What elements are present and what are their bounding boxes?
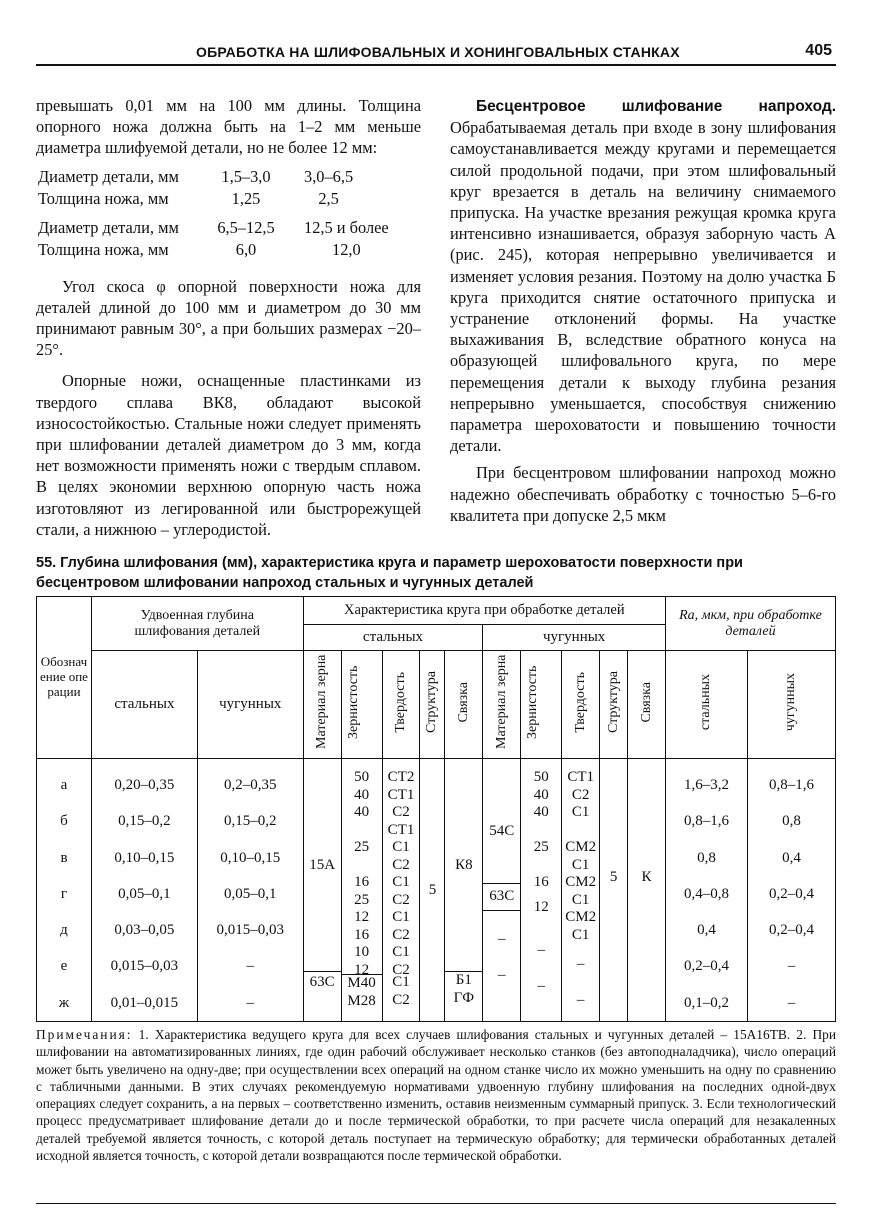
list-value: 6,5–12,5 <box>217 217 275 237</box>
subheader-cast-bond: Связка <box>628 651 666 759</box>
list-value: 6,0 <box>235 239 257 259</box>
body-depth-steel: 0,20–0,35 0,15–0,2 0,10–0,15 0,05–0,1 0,03–0,05 0,015–0,03 0,01–0,015 <box>91 759 197 1022</box>
subheader-cast-hardness: Твердость <box>562 651 600 759</box>
body-steel-hardness: СТ2 СТ1 С2 СТ1 С1 С2 С1 С2 С1 С2 С1 С2 С1 С2 <box>382 759 420 1022</box>
right-paragraph-1 <box>450 95 836 456</box>
subheader-depth-cast: чугунных <box>197 651 303 759</box>
right-paragraph-1-text: Обрабатываемая деталь при входе в зону шлифования самоустанавливается между кругами и перемещается силой продольной подачи, при этом шлифовальный круг врезается в деталь на величину снимаемого припуска. На участке врезания режущая кромка круга интенсивно изнашивается, образуя заборную часть А (рис. 245), которая непрерывно увеличивается и изменяет условия резания. Поэтому на долю участка Б круга приходится снятие остаточного припуска и устранение отклонений формы. На участке выхаживания В, вследствие обратного конуса на образующей шлифовального круга, по мере перемещения детали к выходу глубина резания непрерывно уменьшается, способствуя снижению параметра шероховатости и повышению точности детали. <box>450 118 836 456</box>
subheader-ra-cast: чугунных <box>747 651 835 759</box>
page-number: 405 <box>805 42 832 59</box>
diameter-list-1 <box>36 165 355 211</box>
header-cast: чугунных <box>483 625 666 651</box>
subheader-cast-material: Материал зерна <box>483 651 521 759</box>
table-notes <box>36 1026 836 1164</box>
header-operation: Обозначение операции <box>37 597 92 759</box>
header-rule <box>36 64 836 66</box>
grinding-table <box>36 596 836 1022</box>
subheader-cast-structure: Структура <box>600 651 628 759</box>
body-cast-bond: К <box>628 759 666 1022</box>
list-label: Диаметр детали, мм <box>38 217 179 237</box>
subheader-cast-grain: Зернистость <box>521 651 562 759</box>
list-label: Диаметр детали, мм <box>38 166 179 186</box>
notes-text: 1. Характеристика ведущего круга для всех случаев шлифования стальных и чугунных деталей – 15А16ТВ. 2. При шлифовании на автоматизированных линиях, где один рабочий обслуживает несколько станков (без автоподналадчика), число операций может быть увеличено на одну-две; при осуществлении всех операций на одном станке число их можно уменьшить на одну по сравнению с табличными данными. В этих случаях рекомендуемую нормативами удвоенную глубину шлифования на последних одной-двух операциях следует сохранить, а на первых – соответственно изменить, оставив неизменным суммарный припуск. 3. Если технологический процесс предусматривает шлифование детали до и после термической обработки, то при расчете числа операций для незакаленных деталей требуемой является точность, с которой деталь поступает на термическую обработку; для термически обработанных деталей исходной является точность, с которой детали возвращаются после термической обработки. <box>36 1027 836 1164</box>
notes-label: Примечания: <box>36 1027 133 1042</box>
right-column <box>450 95 836 526</box>
left-paragraph-1: превышать 0,01 мм на 100 мм длины. Толщина опорного ножа должна быть на 1–2 мм меньше диаметра шлифуемой детали, но не более 12 мм: <box>36 96 421 158</box>
subheader-depth-steel: стальных <box>91 651 197 759</box>
list-value: 2,5 <box>318 188 339 208</box>
left-paragraph-2: Угол скоса φ опорной поверхности ножа для деталей длиной до 100 мм и диаметром до 30 мм принимают равным 30°, а при больших размерах −20–25°. <box>36 276 421 360</box>
list-value: 1,25 <box>231 188 261 208</box>
subheader-steel-material: Материал зерна <box>303 651 341 759</box>
body-ra-steel: 1,6–3,2 0,8–1,6 0,8 0,4–0,8 0,4 0,2–0,4 0,1–0,2 <box>665 759 747 1022</box>
body-depth-cast: 0,2–0,35 0,15–0,2 0,10–0,15 0,05–0,1 0,015–0,03 – – <box>197 759 303 1022</box>
list-label: Толщина ножа, мм <box>38 188 169 208</box>
subheader-steel-bond: Связка <box>445 651 483 759</box>
left-paragraph-3: Опорные ножи, оснащенные пластинками из твердого сплава ВК8, обладают высокой износостойкостью. Стальные ножи следует применять при шлифовании деталей диаметром до 3 мм, когда нет возможности применять ножи с твердым сплавом. В целях экономии верхнюю опорную часть ножа изготовляют из легированной или быстрорежущей стали, а нижнюю – углеродистой. <box>36 371 421 539</box>
body-cast-structure: 5 <box>600 759 628 1022</box>
header-steel: стальных <box>303 625 483 651</box>
list-value: 1,5–3,0 <box>221 166 271 186</box>
running-header <box>36 38 836 64</box>
subheader-steel-hardness: Твердость <box>382 651 420 759</box>
body-steel-bond: К8 Б1 ГФ <box>445 759 483 1022</box>
header-wheel: Характеристика круга при обработке деталей <box>303 597 665 625</box>
bottom-rule <box>36 1203 836 1204</box>
diameter-list-2 <box>36 216 391 262</box>
list-value: 12,5 и более <box>304 217 389 237</box>
body-steel-structure: 5 <box>420 759 445 1022</box>
subheader-steel-structure: Структура <box>420 651 445 759</box>
running-title: ОБРАБОТКА НА ШЛИФОВАЛЬНЫХ И ХОНИНГОВАЛЬНЫХ СТАНКАХ <box>196 44 680 60</box>
header-ra: Ra, мкм, при обработке деталей <box>665 597 835 651</box>
header-depth: Удвоенная глубина шлифования деталей <box>91 597 303 651</box>
list-value: 12,0 <box>332 239 361 259</box>
table-caption: 55. Глубина шлифования (мм), характеристика круга и параметр шероховатости поверхности при бесцентровом шлифовании напроход стальных и чугунных деталей <box>36 555 743 591</box>
body-cast-grain: 50 40 40 25 16 12 – – <box>521 759 562 1022</box>
body-cast-material: 54С 63С – – <box>483 759 521 1022</box>
body-cast-hardness: СТ1 С2 С1 СМ2 С1 СМ2 С1 СМ2 С1 – – <box>562 759 600 1022</box>
subheader-ra-steel: стальных <box>665 651 747 759</box>
body-steel-grain: 50 40 40 25 16 25 12 16 10 12 М40 М28 <box>341 759 382 1022</box>
body-operations: а б в г д е ж <box>37 759 92 1022</box>
subheader-steel-grain: Зернистость <box>341 651 382 759</box>
section-heading: Бесцентровое шлифование напроход. <box>476 98 836 115</box>
right-paragraph-2: При бесцентровом шлифовании напроход можно надежно обеспечивать обработку с точностью 5–6-го квалитета при допуске 2,5 мкм <box>450 463 836 525</box>
list-value: 3,0–6,5 <box>304 166 354 186</box>
body-steel-material: 15А 63С <box>303 759 341 1022</box>
left-column <box>36 95 421 540</box>
body-ra-cast: 0,8–1,6 0,8 0,4 0,2–0,4 0,2–0,4 – – <box>747 759 835 1022</box>
list-label: Толщина ножа, мм <box>38 239 169 259</box>
